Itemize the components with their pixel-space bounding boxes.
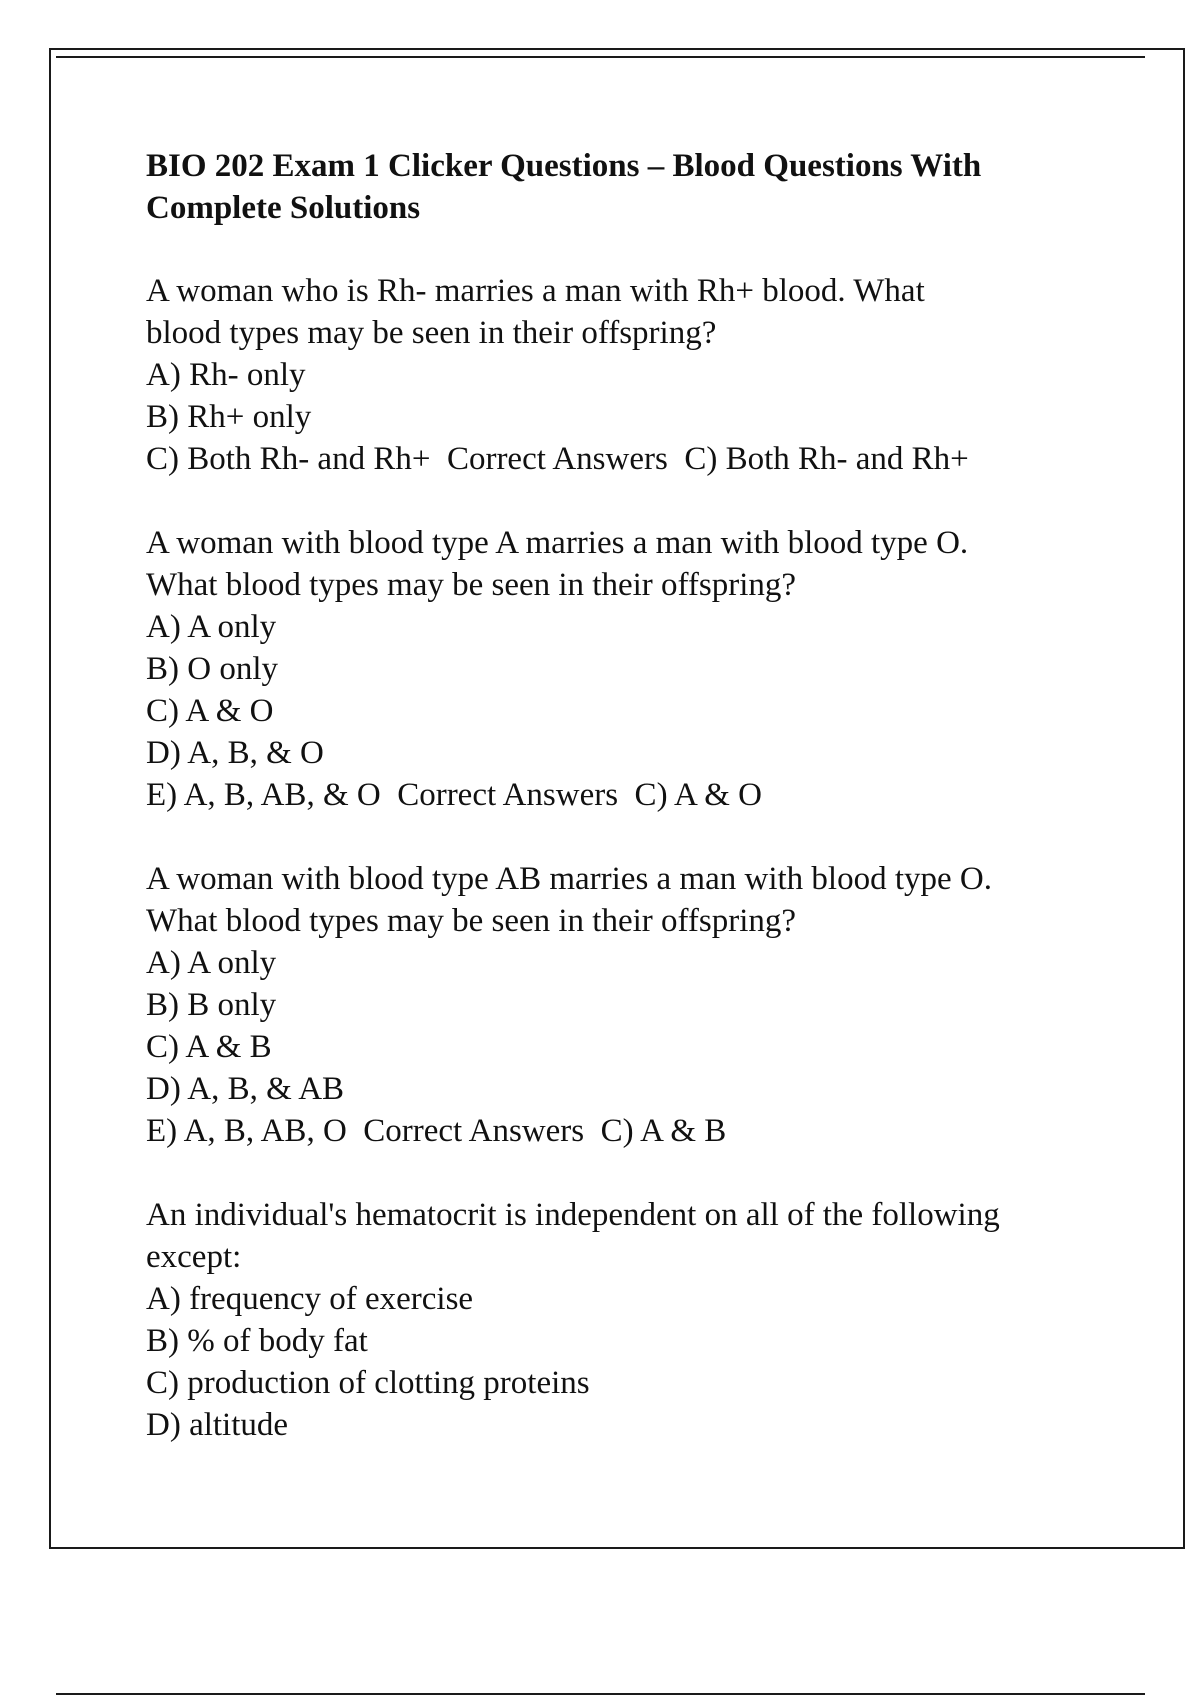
- answer-option: D) altitude: [146, 1407, 289, 1443]
- question-stem-line: blood types may be seen in their offspring?: [146, 315, 717, 351]
- answer-option: B) % of body fat: [146, 1323, 368, 1359]
- answer-option: B) O only: [146, 651, 278, 687]
- answer-option: B) Rh+ only: [146, 399, 312, 435]
- title-line: Complete Solutions: [146, 190, 421, 226]
- answer-option-with-solution: E) A, B, AB, & O Correct Answers C) A & O: [146, 777, 762, 813]
- answer-option: A) A only: [146, 609, 277, 645]
- question-stem-line: A woman with blood type AB marries a man with blood type O.: [146, 861, 992, 897]
- top-divider: [56, 56, 1145, 58]
- question-2: [146, 522, 1096, 816]
- question-stem-line: What blood types may be seen in their offspring?: [146, 903, 797, 939]
- question-1: [146, 270, 1096, 480]
- question-stem-line: A woman with blood type A marries a man with blood type O.: [146, 525, 969, 561]
- question-stem-line: What blood types may be seen in their offspring?: [146, 567, 797, 603]
- document-title: [146, 145, 1096, 229]
- title-line: BIO 202 Exam 1 Clicker Questions – Blood Questions With: [146, 148, 982, 184]
- answer-option: D) A, B, & AB: [146, 1071, 345, 1107]
- answer-option: C) A & O: [146, 693, 274, 729]
- question-stem-line: A woman who is Rh- marries a man with Rh+ blood. What: [146, 273, 925, 309]
- answer-option-with-solution: C) Both Rh- and Rh+ Correct Answers C) Both Rh- and Rh+: [146, 441, 969, 477]
- question-stem-line: An individual's hematocrit is independent on all of the following: [146, 1197, 1000, 1233]
- question-3: [146, 858, 1096, 1152]
- bottom-divider: [56, 1693, 1145, 1695]
- answer-option: B) B only: [146, 987, 277, 1023]
- answer-option: C) production of clotting proteins: [146, 1365, 590, 1401]
- answer-option: A) frequency of exercise: [146, 1281, 474, 1317]
- answer-option: A) A only: [146, 945, 277, 981]
- question-stem-line: except:: [146, 1239, 242, 1275]
- answer-option: A) Rh- only: [146, 357, 306, 393]
- answer-option-with-solution: E) A, B, AB, O Correct Answers C) A & B: [146, 1113, 727, 1149]
- answer-option: D) A, B, & O: [146, 735, 324, 771]
- question-4: [146, 1194, 1096, 1446]
- document-body: [146, 145, 1096, 1488]
- answer-option: C) A & B: [146, 1029, 272, 1065]
